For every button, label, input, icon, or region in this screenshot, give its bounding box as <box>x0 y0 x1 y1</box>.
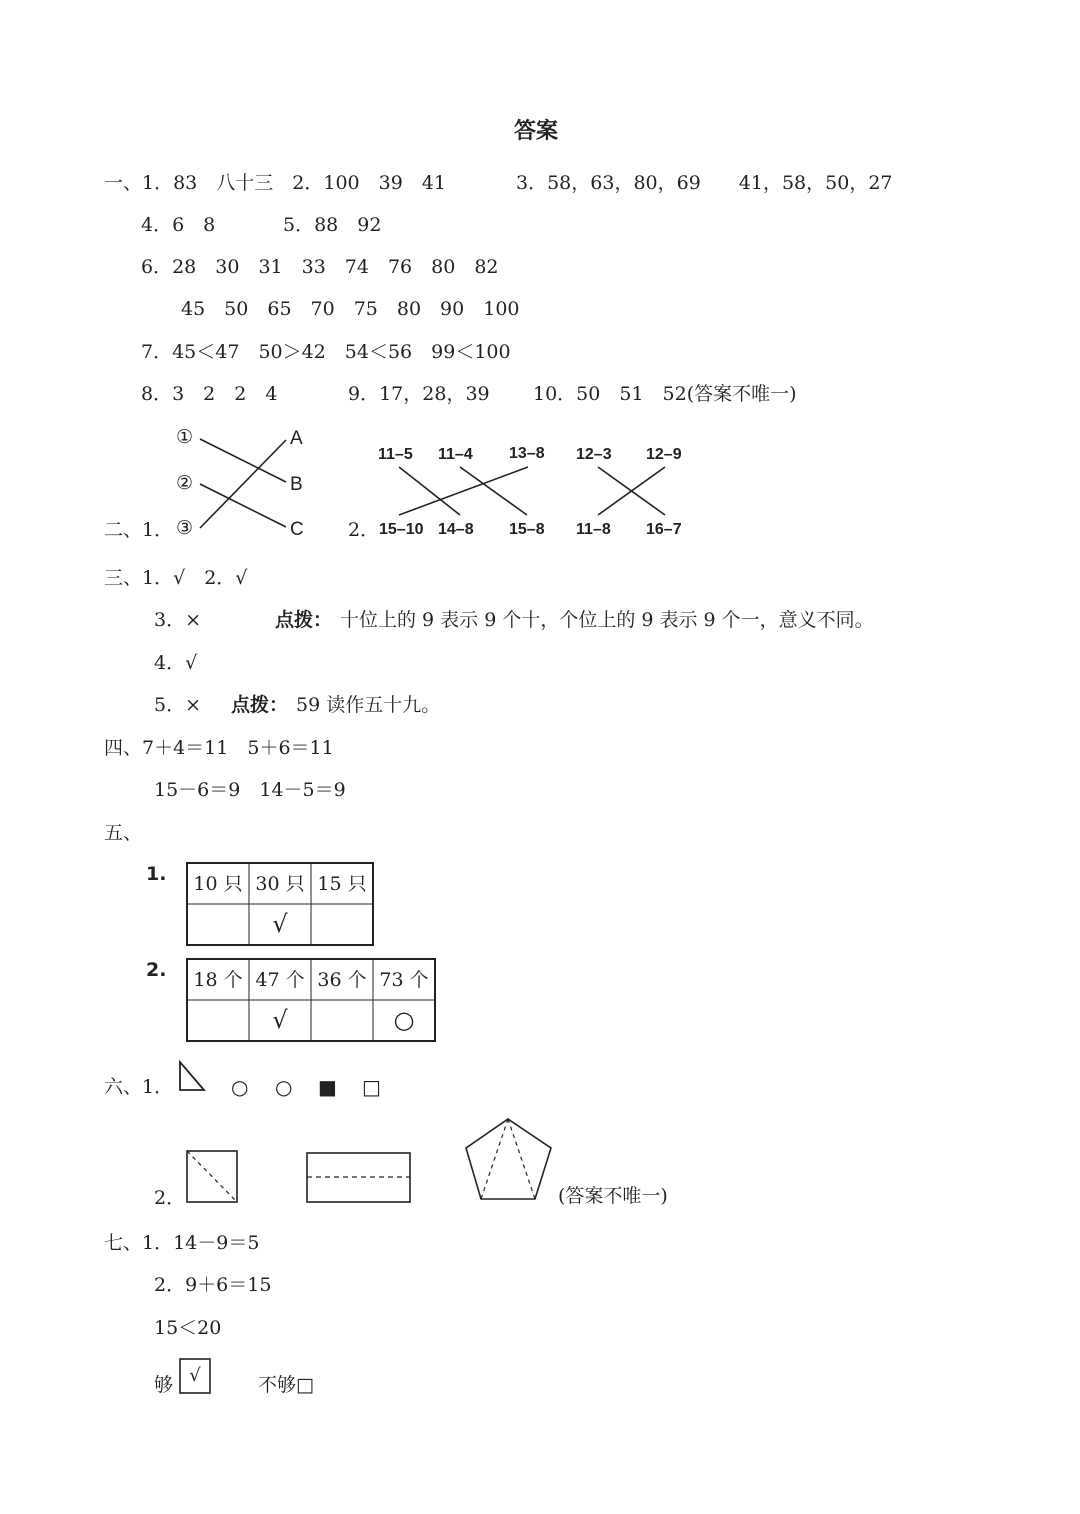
s5-t1-mark-2: √ <box>272 910 288 938</box>
s1-line2-a: 4．6 8 <box>141 214 216 236</box>
s6-shape-circle-2: ○ <box>275 1075 293 1099</box>
match-line-3-a <box>200 440 286 528</box>
s2-circle-2: ② <box>176 472 194 494</box>
s7-enough-checkbox-mark: √ <box>189 1365 201 1386</box>
s2-label1: 二、1． <box>104 519 174 541</box>
s7-enough-label: 够 <box>154 1374 174 1396</box>
s1-line6-c: 10．50 51 52(答案不唯一) <box>533 383 797 405</box>
s2-letter-c: C <box>290 519 304 540</box>
s5-t2-mark-4: ○ <box>393 1006 415 1034</box>
match-line-2-c <box>200 484 286 527</box>
s5-t1-header-3: 15 只 <box>317 873 367 895</box>
pentagon-divided <box>466 1119 551 1199</box>
match-line-1-b <box>200 439 286 482</box>
s2-bottom-3: 15–8 <box>509 521 545 538</box>
s5-table1-label: 1. <box>146 863 167 885</box>
s6-shape-filled-square: ■ <box>318 1075 337 1099</box>
match-line-13-8 <box>399 467 528 515</box>
match-line-11-5 <box>399 467 460 515</box>
rectangle-with-midline <box>307 1153 410 1202</box>
s2-top-5: 12–9 <box>646 446 682 463</box>
s5-label: 五、 <box>104 822 143 844</box>
s2-letter-a: A <box>290 428 303 449</box>
table-1-grid <box>187 863 373 945</box>
s7-line1: 七、1．14－9＝5 <box>104 1232 260 1254</box>
s3-line1: 三、1．√ 2．√ <box>104 567 248 589</box>
s1-line6-b: 9．17，28，39 <box>348 383 490 405</box>
s1-line4: 45 50 65 70 75 80 90 100 <box>181 298 520 320</box>
s5-t2-header-1: 18 个 <box>193 969 243 991</box>
s5-t1-header-1: 10 只 <box>193 873 243 895</box>
s5-table2-label: 2. <box>146 959 167 981</box>
s2-top-4: 12–3 <box>576 446 612 463</box>
s3-hint5: 59 读作五十九。 <box>296 694 441 716</box>
s2-letter-b: B <box>290 474 303 495</box>
s5-t2-header-3: 36 个 <box>317 969 367 991</box>
s6-line1: 六、1． <box>104 1076 174 1098</box>
triangle-icon <box>180 1062 204 1090</box>
s2-bottom-2: 14–8 <box>438 521 474 538</box>
s7-line2: 2．9＋6＝15 <box>154 1274 272 1296</box>
match-line-11-4 <box>460 467 527 515</box>
s2-top-1: 11–5 <box>378 446 413 463</box>
s6-line2: 2． <box>154 1187 186 1209</box>
s5-t1-header-2: 30 只 <box>255 873 305 895</box>
s4-line2: 15－6＝9 14－5＝9 <box>154 779 346 801</box>
s1-line6-a: 8．3 2 2 4 <box>141 383 278 405</box>
s1-line1-b: 3．58，63，80，69 41，58，50，27 <box>516 172 893 194</box>
s7-line3: 15＜20 <box>154 1317 222 1339</box>
table-2-grid <box>187 959 435 1041</box>
s1-line2-b: 5．88 92 <box>283 214 382 236</box>
s3-hint-label-3: 点拨： <box>275 609 333 631</box>
s7-not-enough-label: 不够□ <box>258 1374 314 1396</box>
s6-note: (答案不唯一) <box>558 1185 668 1207</box>
s3-hint3: 十位上的 9 表示 9 个十，个位上的 9 表示 9 个一，意义不同。 <box>340 609 874 631</box>
s3-hint-label-5: 点拨： <box>231 694 289 716</box>
s6-shape-square: □ <box>362 1075 381 1099</box>
s4-line1: 四、7＋4＝11 5＋6＝11 <box>104 737 334 759</box>
page-title: 答案 <box>514 119 559 144</box>
s2-bottom-5: 16–7 <box>646 521 682 538</box>
s2-top-3: 13–8 <box>509 445 545 462</box>
s3-line5: 5．× <box>154 694 202 716</box>
s3-line3: 3．× <box>154 609 202 631</box>
s1-line5: 7．45＜47 50＞42 54＜56 99＜100 <box>141 341 511 363</box>
s5-t2-mark-2: √ <box>272 1006 288 1034</box>
s2-label2: 2． <box>348 519 380 541</box>
s2-circle-1: ① <box>176 426 194 448</box>
s6-shape-circle-1: ○ <box>231 1075 249 1099</box>
s1-line3: 6．28 30 31 33 74 76 80 82 <box>141 256 499 278</box>
s5-t2-header-4: 73 个 <box>379 969 429 991</box>
enough-checkbox <box>180 1359 210 1393</box>
s2-bottom-1: 15–10 <box>379 521 424 538</box>
s3-line4: 4．√ <box>154 652 198 674</box>
s2-top-2: 11–4 <box>438 446 473 463</box>
s1-line1-a: 一、1．83 八十三 2．100 39 41 <box>104 172 446 194</box>
s2-bottom-4: 11–8 <box>576 521 611 538</box>
s2-circle-3: ③ <box>176 517 194 539</box>
s5-t2-header-2: 47 个 <box>255 969 305 991</box>
